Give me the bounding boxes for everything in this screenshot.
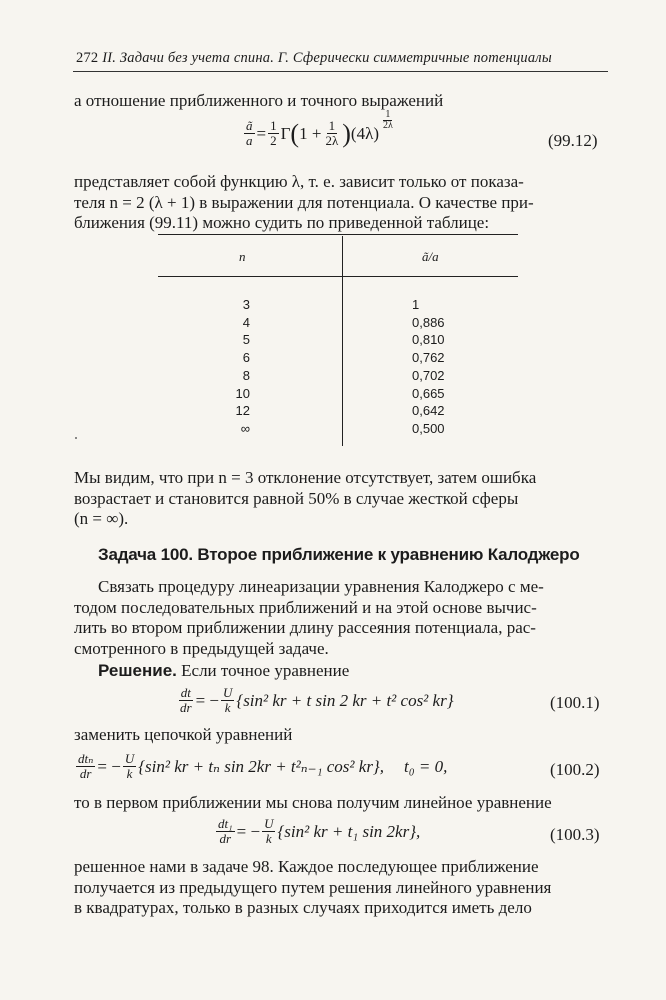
table-cell: 8 <box>242 367 250 383</box>
final-paragraph: решенное нами в задаче 98. Каждое последующее приближение получается из предыдущего путем решения линейного уравнения в квадратурах, только в разных случаях приходится иметь дело <box>74 857 552 917</box>
table-column-n <box>220 296 250 438</box>
table-cell: 12 <box>235 403 250 419</box>
table-cell: ∞ <box>240 420 250 436</box>
running-header <box>76 50 606 67</box>
table-cell: 6 <box>242 350 250 366</box>
eq-99-12-exponent: $\frac{1}{2\lambda}$ <box>383 109 393 131</box>
table-header-ratio: ã/a <box>422 249 439 264</box>
table-cell: 0,702 <box>412 367 445 383</box>
solution-label: Решение. <box>98 661 177 680</box>
problem-statement: Связать процедуру линеаризации уравнения Калоджеро с ме- тодом последовательных приближений и на этой основе вычис- лить во втором приближении длину рассеяния потенциала, рас- смотренного в предыдущей задаче. <box>74 577 544 658</box>
table-cell: 0,665 <box>412 385 445 401</box>
table-cell: 1 <box>412 297 420 312</box>
table-cell: 0,500 <box>412 420 445 436</box>
table-column-ratio <box>412 296 445 438</box>
equation-100-3: $\frac{\text{dt₁}}{dr}$ = − $\frac{U}{k}$ {sin² kr + t₁ sin 2kr}, <box>218 816 421 846</box>
eq-number-100-2: (100.2) <box>550 760 600 779</box>
table-cell: 0,886 <box>412 314 445 330</box>
table-cell: 0,762 <box>412 350 445 366</box>
table-column-rule <box>342 236 343 446</box>
table-cell: 4 <box>242 314 250 330</box>
table-cell: 0,642 <box>412 403 445 419</box>
equation-100-2: $\frac{\text{dtₙ}}{dr}$ = − $\frac{U}{k}$ {sin² kr + tₙ sin 2kr + t²ₙ₋₁ cos² kr}, t₀ = 0, <box>78 751 448 781</box>
print-speck <box>75 437 77 439</box>
table-cell: 0,810 <box>412 332 445 348</box>
eq-99-12-half: $\frac{1}{2}$ <box>270 118 277 148</box>
table-cell: 10 <box>235 385 250 401</box>
page-number: 272 <box>76 50 99 66</box>
eq-number-100-1: (100.1) <box>550 693 600 712</box>
intro-line: а отношение приближенного и точного выражений <box>74 91 444 110</box>
equation-99-12: $\frac{ã}{a}$ = $\frac{1}{2}$ Γ ( 1 + $\frac{1}{2\lambda}$ ) (4λ) $\frac{1}{2\lambda}$ <box>246 109 393 148</box>
replace-line: заменить цепочкой уравнений <box>74 725 293 744</box>
eq-99-12-lhs: $\frac{ã}{a}$ <box>246 118 253 148</box>
eq-number-99-12: (99.12) <box>548 131 598 150</box>
running-title: II. Задачи без учета спина. Г. Сферически симметричные потенциалы <box>102 50 552 66</box>
problem-title: Задача 100. Второе приближение к уравнению Калоджеро <box>98 545 580 564</box>
eq-99-12-inner: $\frac{1}{2\lambda}$ <box>325 118 339 148</box>
table-header-rule <box>158 276 518 277</box>
table-cell: 3 <box>242 297 250 312</box>
eq-number-100-3: (100.3) <box>550 825 600 844</box>
paragraph-after-table: Мы видим, что при n = 3 отклонение отсутствует, затем ошибка возрастает и становится равной 50% в случае жесткой сферы (n = ∞). <box>74 468 537 528</box>
solution-line: Решение. Если точное уравнение <box>98 661 350 680</box>
header-rule <box>73 71 608 72</box>
table-cell: 5 <box>242 332 250 348</box>
table-header-n: n <box>239 249 246 264</box>
table-top-rule <box>158 234 518 235</box>
equation-100-1: $\frac{dt}{dr}$ = − $\frac{U}{k}$ {sin² kr + t sin 2 kr + t² cos² kr} <box>180 685 454 715</box>
paragraph-after-99-12: представляет собой функцию λ, т. е. зависит только от показа- теля n = 2 (λ + 1) в выражении для потенциала. О качестве при- ближения (99.11) можно судить по приведенной таблице: <box>74 172 534 232</box>
first-approx-line: то в первом приближении мы снова получим линейное уравнение <box>74 793 552 812</box>
